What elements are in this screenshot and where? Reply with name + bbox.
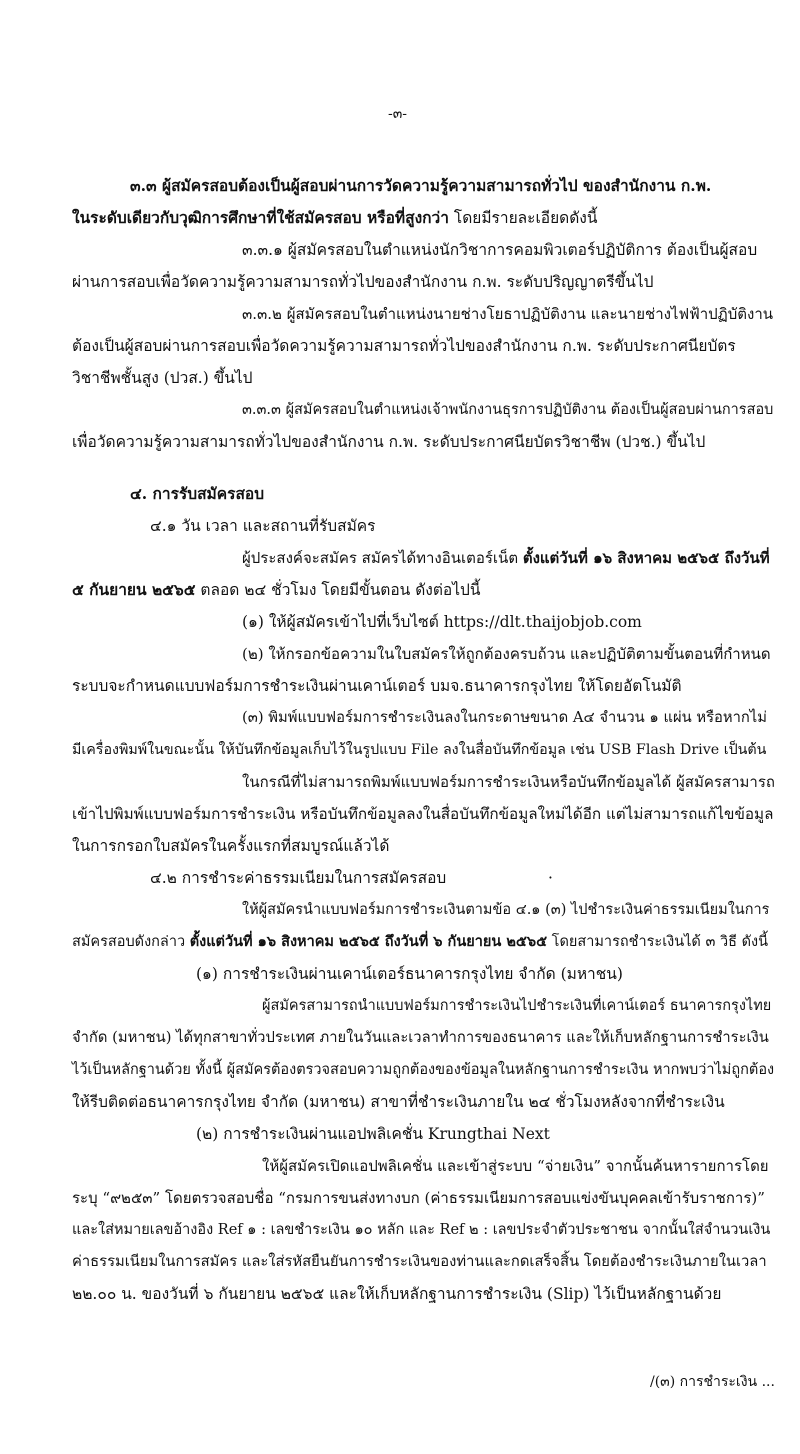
item-3-3-3-line-2: เพื่อวัดความรู้ความสามารถทั่วไปของสำนักงาน ก.พ. ระดับประกาศนียบัตรวิชาชีพ (ปวช.) ขึ้นไป: [72, 433, 706, 451]
section-4-1-para-line-1-text: ผู้ประสงค์จะสมัคร สมัครได้ทางอินเตอร์เน็ต: [242, 549, 523, 567]
note-line-3: ในการกรอกใบสมัครในครั้งแรกที่สมบูรณ์แล้วได้: [72, 837, 390, 855]
item-3-3-1-line-2: ผ่านการสอบเพื่อวัดความรู้ความสามารถทั่วไปของสำนักงาน ก.พ. ระดับปริญญาตรีขึ้นไป: [72, 273, 654, 291]
section-3-3-line-2-rest: โดยมีรายละเอียดดังนี้: [448, 209, 598, 227]
method-1-line-4: ให้รีบติดต่อธนาคารกรุงไทย จำกัด (มหาชน) สาขาที่ชำระเงินภายใน ๒๔ ชั่วโมงหลังจากที่ชำระเงิน: [72, 1093, 725, 1111]
section-4-1-date-range-start: ตั้งแต่วันที่ ๑๖ สิงหาคม ๒๕๖๕ ถึงวันที่: [522, 549, 770, 567]
step-2-line-1: (๒) ให้กรอกข้อความในใบสมัครให้ถูกต้องครบถ้วน และปฏิบัติตามขั้นตอนที่กำหนด: [242, 645, 771, 663]
note-line-2: เข้าไปพิมพ์แบบฟอร์มการชำระเงิน หรือบันทึกข้อมูลลงในสื่อบันทึกข้อมูลใหม่ได้อีก แต่ไม่สามารถแก้ไขข้อมูล: [72, 805, 774, 823]
section-4-heading: ๔. การรับสมัครสอบ: [130, 484, 265, 503]
item-3-3-2-line-2: ต้องเป็นผู้สอบผ่านการสอบเพื่อวัดความรู้ความสามารถทั่วไปของสำนักงาน ก.พ. ระดับประกาศนียบัตร: [72, 337, 736, 355]
note-line-1: ในกรณีที่ไม่สามารถพิมพ์แบบฟอร์มการชำระเงินหรือบันทึกข้อมูลได้ ผู้สมัครสามารถ: [242, 773, 775, 791]
section-4-1-para-line-2: [72, 580, 480, 600]
method-2-line-5: ๒๒.๐๐ น. ของวันที่ ๖ กันยายน ๒๕๖๕ และให้เก็บหลักฐานการชำระเงิน (Slip) ไว้เป็นหลักฐานด้วย: [72, 1285, 722, 1303]
method-2-line-4: ค่าธรรมเนียมในการสมัคร และใส่รหัสยืนยันการชำระเงินของท่านและกดเสร็จสิ้น โดยต้องชำระเงินภายในเวลา: [72, 1253, 767, 1270]
section-4-1-heading: ๔.๑ วัน เวลา และสถานที่รับสมัคร: [150, 517, 376, 535]
item-3-3-1-line-1: ๓.๓.๑ ผู้สมัครสอบในตำแหน่งนักวิชาการคอมพิวเตอร์ปฏิบัติการ ต้องเป็นผู้สอบ: [242, 241, 758, 259]
section-4-2-para-line-1: ให้ผู้สมัครนำแบบฟอร์มการชำระเงินตามข้อ ๔.๑ (๓) ไปชำระเงินค่าธรรมเนียมในการ: [242, 902, 770, 918]
section-4-2-para-line-2: [72, 932, 768, 952]
section-3-3-line-2: [72, 208, 597, 228]
step-2-line-2: ระบบจะกำหนดแบบฟอร์มการชำระเงินผ่านเคาน์เตอร์ บมจ.ธนาคารกรุงไทย ให้โดยอัตโนมัติ: [72, 677, 682, 695]
section-4-2-date-range: ตั้งแต่วันที่ ๑๖ สิงหาคม ๒๕๖๕ ถึงวันที่ ๖ กันยายน ๒๕๖๕: [189, 933, 548, 950]
section-3-3-line-1: ๓.๓ ผู้สมัครสอบต้องเป็นผู้สอบผ่านการวัดความรู้ความสามารถทั่วไป ของสำนักงาน ก.พ.: [130, 176, 712, 195]
item-3-3-2-line-1: ๓.๓.๒ ผู้สมัครสอบในตำแหน่งนายช่างโยธาปฏิบัติงาน และนายช่างไฟฟ้าปฏิบัติงาน: [242, 305, 773, 323]
step-1: (๑) ให้ผู้สมัครเข้าไปที่เว็บไซต์ https://dlt.thaijobjob.com: [242, 613, 642, 631]
stray-mark: ·: [548, 869, 553, 887]
section-4-1-date-range-end: ๕ กันยายน ๒๕๖๕: [72, 580, 196, 599]
page-number: -๓-: [388, 106, 408, 122]
method-2-heading: (๒) การชำระเงินผ่านแอปพลิเคชั่น Krungthai Next: [196, 1125, 550, 1143]
method-1-line-1: ผู้สมัครสามารถนำแบบฟอร์มการชำระเงินไปชำระเงินที่เคาน์เตอร์ ธนาคารกรุงไทย: [262, 998, 772, 1014]
item-3-3-2-line-3: วิชาชีพชั้นสูง (ปวส.) ขึ้นไป: [72, 369, 253, 387]
section-4-2-para-line-2-a: สมัครสอบดังกล่าว: [72, 934, 190, 950]
section-4-2-heading: ๔.๒ การชำระค่าธรรมเนียมในการสมัครสอบ: [150, 869, 447, 887]
footer-continuation: /(๓) การชำระเงิน ...: [650, 1374, 775, 1390]
method-1-line-3: ไว้เป็นหลักฐานด้วย ทั้งนี้ ผู้สมัครต้องตรวจสอบความถูกต้องของข้อมูลในหลักฐานการชำระเงิน หากพบว่าไม่ถูกต้อง: [72, 1062, 775, 1078]
section-4-2-para-line-2-c: โดยสามารถชำระเงินได้ ๓ วิธี ดังนี้: [547, 934, 768, 950]
item-3-3-3-line-1: ๓.๓.๓ ผู้สมัครสอบในตำแหน่งเจ้าพนักงานธุรการปฏิบัติงาน ต้องเป็นผู้สอบผ่านการสอบ: [242, 402, 774, 418]
method-2-line-3: และใส่หมายเลขอ้างอิง Ref ๑ : เลขชำระเงิน ๑๐ หลัก และ Ref ๒ : เลขประจำตัวประชาชน จากนั้นใส่จำนวนเงิน: [72, 1222, 771, 1238]
section-4-1-para-line-1: [242, 548, 770, 568]
method-1-line-2: จำกัด (มหาชน) ได้ทุกสาขาทั่วประเทศ ภายในวันและเวลาทำการของธนาคาร และให้เก็บหลักฐานการชำระเงิน: [72, 1029, 769, 1046]
step-3-line-1: (๓) พิมพ์แบบฟอร์มการชำระเงินลงในกระดาษขนาด A๔ จำนวน ๑ แผ่น หรือหากไม่: [242, 709, 767, 726]
method-2-line-1: ให้ผู้สมัครเปิดแอปพลิเคชั่น และเข้าสู่ระบบ “จ่ายเงิน” จากนั้นค้นหารายการโดย: [262, 1157, 769, 1175]
section-3-3-line-2-bold: ในระดับเดียวกับวุฒิการศึกษาที่ใช้สมัครสอบ หรือที่สูงกว่า: [72, 208, 449, 227]
method-1-heading: (๑) การชำระเงินผ่านเคาน์เตอร์ธนาคารกรุงไทย จำกัด (มหาชน): [196, 965, 623, 983]
method-2-line-2: ระบุ “๙๒๕๓” โดยตรวจสอบชื่อ “กรมการขนส่งทางบก (ค่าธรรมเนียมการสอบแข่งขันบุคคลเข้ารับราชการ)”: [72, 1189, 765, 1207]
section-4-1-para-line-2-text: ตลอด ๒๔ ชั่วโมง โดยมีขั้นตอน ดังต่อไปนี้: [195, 581, 481, 599]
step-3-line-2: มีเครื่องพิมพ์ในขณะนั้น ให้บันทึกข้อมูลเก็บไว้ในรูปแบบ File ลงในสื่อบันทึกข้อมูล เช่น USB Flash Drive เป็นต้น: [72, 742, 767, 758]
